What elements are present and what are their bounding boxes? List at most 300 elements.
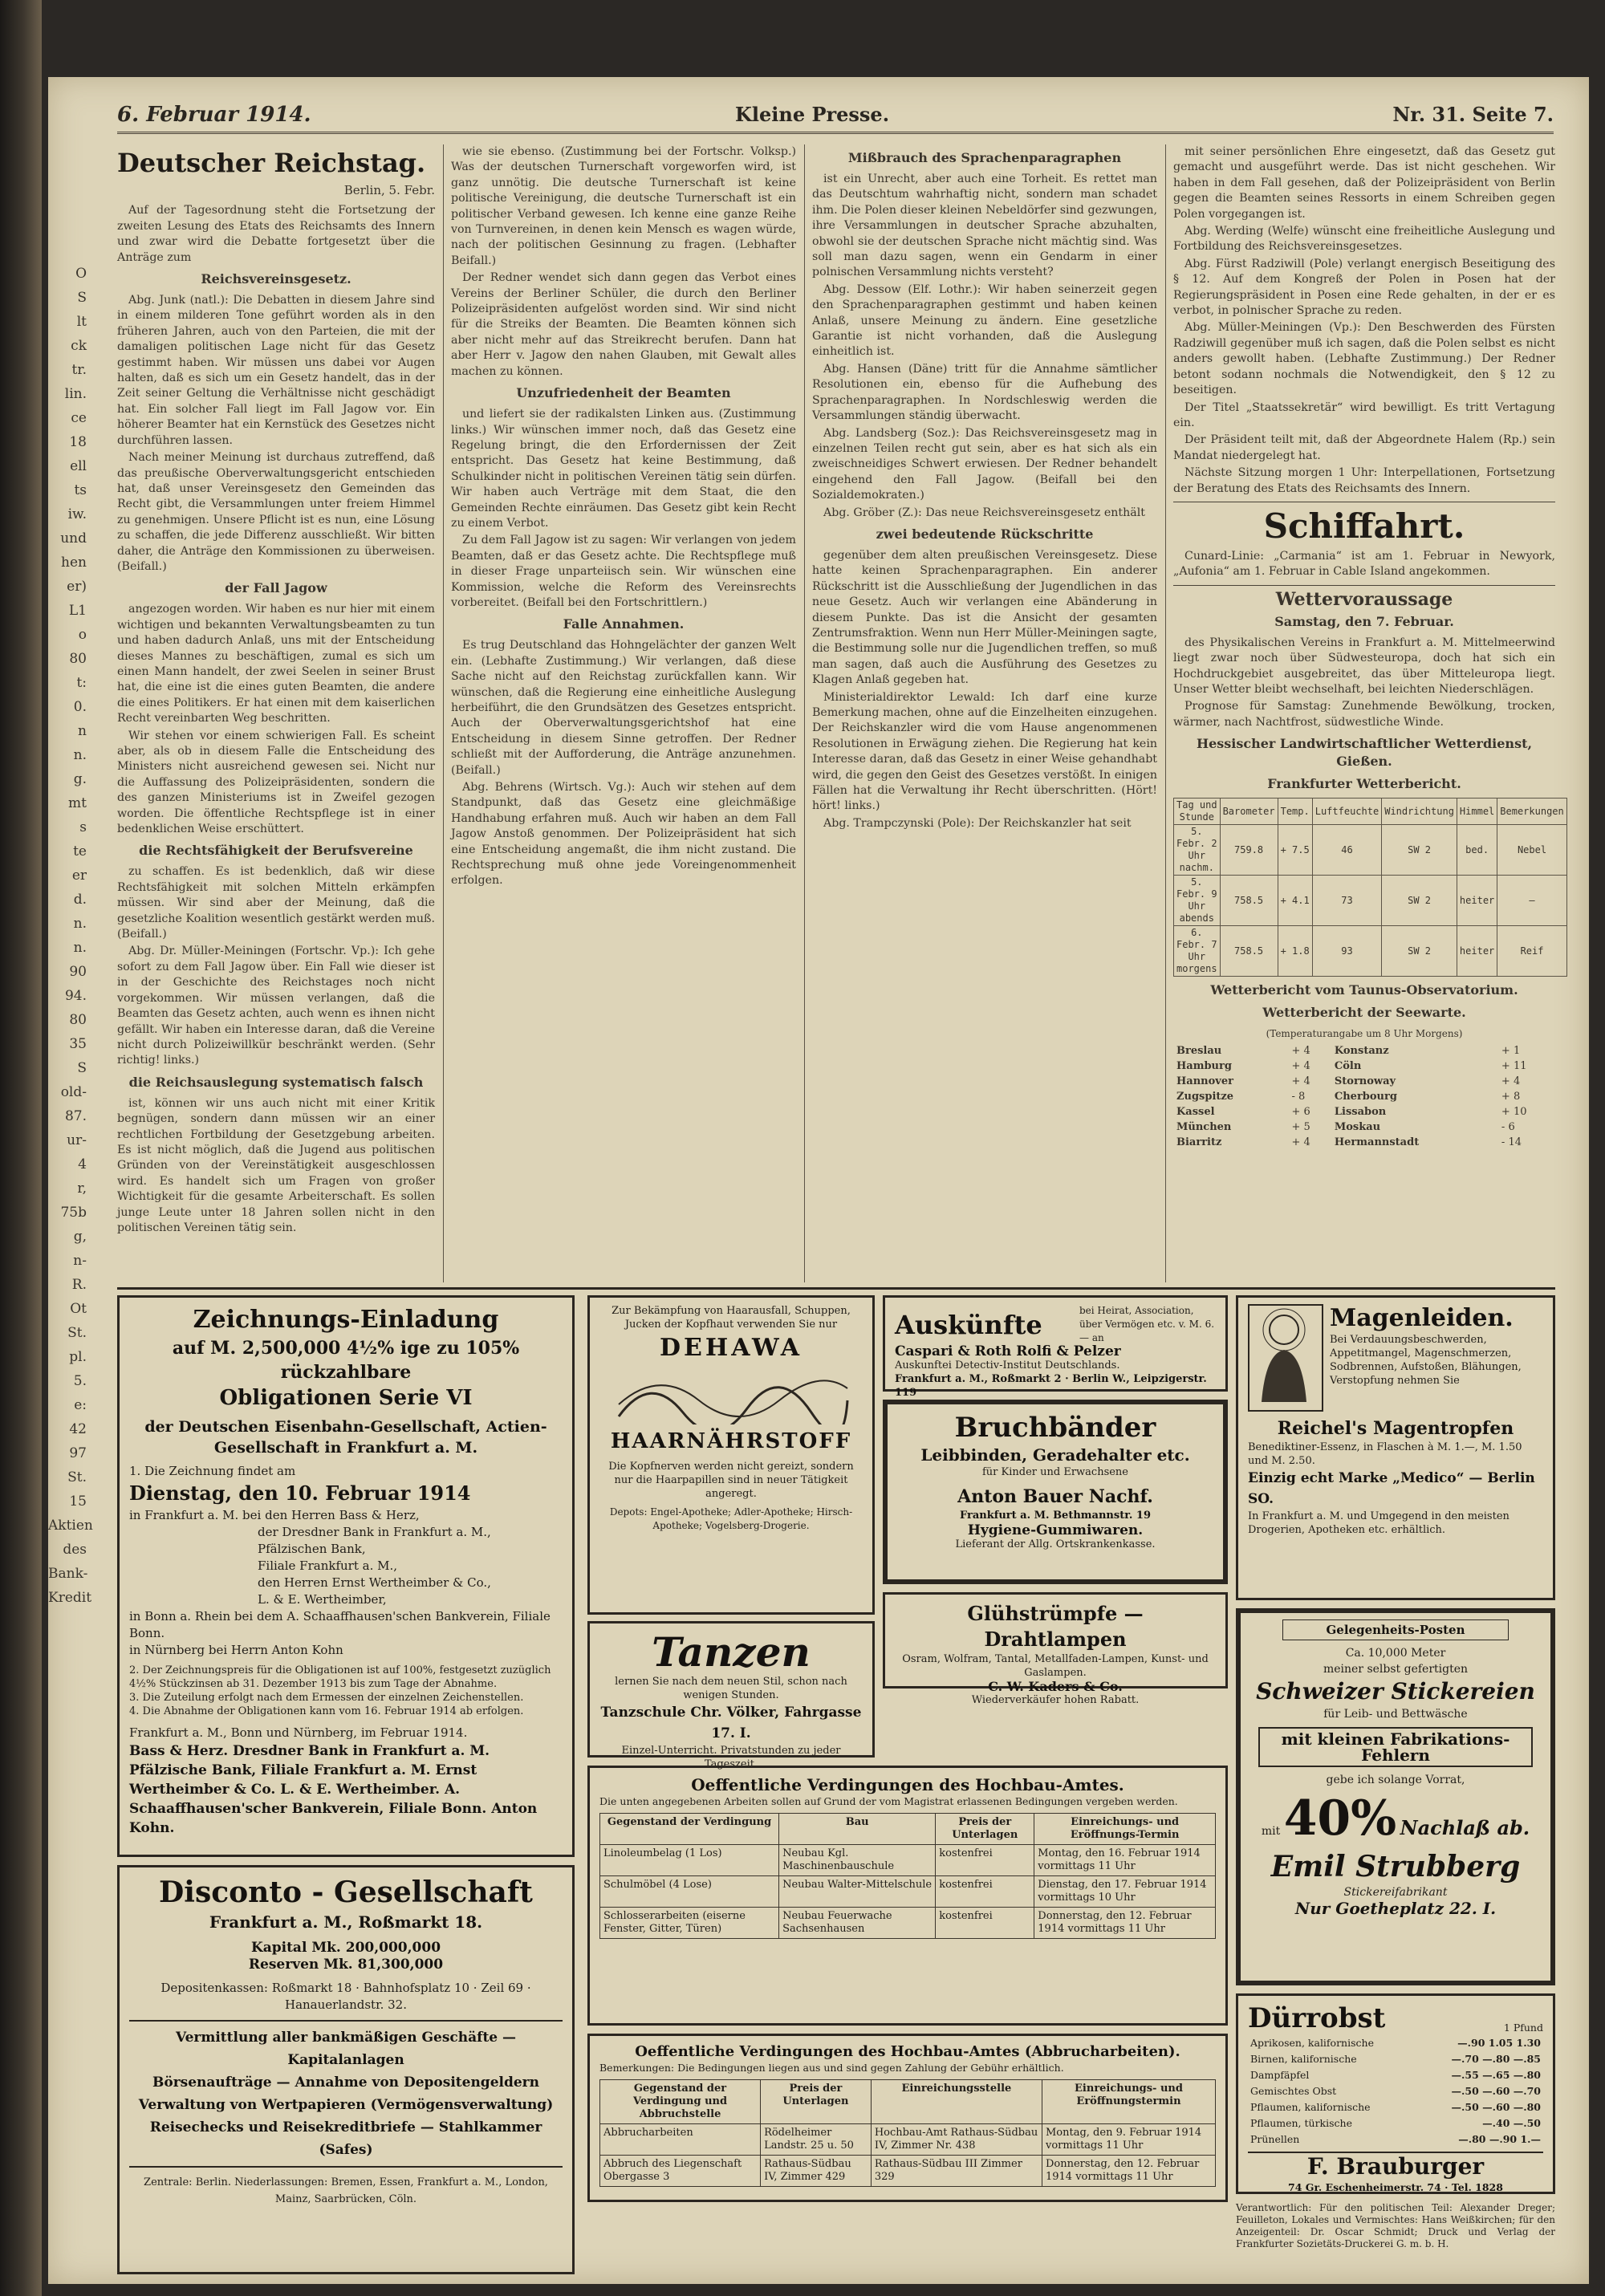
margin-fragment: 18	[69, 434, 87, 450]
margin-fragment: ce	[71, 410, 87, 426]
ad-title: Dürrobst	[1248, 2002, 1386, 2034]
city-temp: - 8	[1291, 1090, 1306, 1103]
column-rule	[804, 144, 805, 1282]
cut-margin-text	[48, 262, 93, 1786]
paragraph: Abg. Fürst Radziwill (Pole) verlangt energisch Beseitigung des § 12. Auf dem Kongreß der Polen in Posen hat der Regierungspräsident in Posen eine Rede gehalten, in der er es verbot, in polnischer Sprache zu reden.	[1173, 257, 1555, 318]
table-cell: SW 2	[1382, 825, 1457, 876]
ad-line: meiner selbst gefertigten	[1323, 1663, 1469, 1676]
table-header-cell: Einreichungsstelle	[871, 2080, 1042, 2124]
paragraph: Abg. Behrens (Wirtsch. Vg.): Auch wir stehen auf dem Standpunkt, daß das Gesetz eine gleichmäßige Handhabung erfahren muß. Auch wir haben an dem Fall Jagow Anstoß genommen. Der Polizeipräsident hat sich eine Entscheidung angemaßt, die ihm nicht zustand. Die Rechtsprechung muß ohne jede Voreingenommenheit erfolgen.	[451, 781, 796, 888]
city-temp: - 14	[1501, 1136, 1522, 1148]
ad-magenleiden	[1236, 1295, 1555, 1600]
paragraph: Abg. Hansen (Däne) tritt für die Annahme sämtlicher Resolutionen ein, ebenso für die Aufhebung des Sprachenparagraphen. In Nordschleswig werden die Versammlungen ständig überwacht.	[812, 362, 1157, 423]
product-name: Birnen, kalifornische	[1250, 2053, 1357, 2065]
city-row	[1175, 1075, 1554, 1088]
weather-heading: Wettervoraussage	[1275, 588, 1453, 610]
ad-title: Oeffentliche Verdingungen des Hochbau-Amtes (Abbrucharbeiten).	[635, 2043, 1180, 2060]
margin-fragment: tr.	[71, 362, 87, 378]
imprint: Verantwortlich: Für den politischen Teil: Alexander Dreger; Feuilleton, Lokales und Vermischtes: Hans Weißkirchen; für den Anzeigenteil: Dr. Oscar Schmidt; Druck und Verlag der Frankfurter Sozietäts-Druckerei G. m. b. H.	[1236, 2202, 1555, 2249]
price-row	[1249, 2068, 1542, 2083]
product-price: —.55 —.65 —.80	[1451, 2069, 1541, 2081]
term-entry: 2. Der Zeichnungspreis für die Obligationen ist auf 100%, festgesetzt zuzüglich 4½% Stückzinsen ab 31. Dezember 1913 bis zum Tage der Abnahme.	[129, 1664, 551, 1690]
column-4	[1173, 144, 1564, 1151]
table-row	[600, 1908, 1216, 1939]
product-price: —.70 —.80 —.85	[1451, 2053, 1541, 2065]
ad-line: Kapital Mk. 200,000,000	[250, 1940, 441, 1956]
paragraph: wie sie ebenso. (Zustimmung bei der Fortschr. Volksp.) Was der deutschen Turnerschaft vorgeworfen wird, ist ganz unnötig. Die deutsche Turnerschaft ist keine politische Vereinigung, die deutsche Turnerschaft ist ein politischer Verband gewesen. Ich kenne eine ganze Reihe von Turnvereinen, in denen kein Mensch es wagen würde, nach der politischen Gesinnung zu fragen. (Lebhafter Beifall.)	[451, 145, 796, 267]
issue-date: 6. Februar 1914.	[117, 103, 311, 127]
column-rule	[443, 144, 444, 1282]
margin-fragment: 94.	[64, 988, 87, 1004]
table-header-cell: Gegenstand der Verdingung und Abbruchstelle	[600, 2080, 761, 2124]
table-header-cell: Barometer	[1220, 799, 1278, 825]
margin-fragment: L1	[68, 603, 87, 619]
table-row	[600, 1876, 1216, 1908]
ad-line: lernen Sie nach dem neuen Stil, schon nach wenigen Stunden.	[615, 1676, 847, 1701]
price-row	[1249, 2132, 1542, 2147]
paragraph: ist, können wir uns auch nicht mit einer Kritik begnügen, sondern dann müssen wir an einer rechtlichen Fortbildung der Gesetzgebung arbeiten. Es ist nicht möglich, daß die Jugend aus politischen Gründen von der Vereinstätigkeit ausgeschlossen wird. Es handelt sich um Fragen von großer Wichtigkeit für die gesamte Arbeiterschaft. Es sollen junge Leute unter 18 Jahren sollen nicht in den politischen Vereinen tätig sein.	[117, 1096, 435, 1234]
paragraph: mit seiner persönlichen Ehre eingesetzt, daß das Gesetz gut gemacht und ausgeführt werde. Das ist nicht geschehen. Wir haben in dem Fall gesehen, daß der Polizeipräsident von Berlin gegen die Beamten seines Ressorts in einem Schreiben gegen Polen vorgegangen ist.	[1173, 145, 1555, 221]
table-cell: kostenfrei	[936, 1876, 1034, 1908]
paragraph: Nächste Sitzung morgen 1 Uhr: Interpellationen, Fortsetzung der Beratung des Etats des Reichsamts des Innern.	[1173, 466, 1555, 495]
city-temp: + 4	[1291, 1044, 1310, 1057]
ad-line: Depositenkassen: Roßmarkt 18 · Bahnhofsplatz 10 · Zeil 69 · Hanauerlandstr. 32.	[160, 1981, 531, 2012]
table-cell: 758.5	[1220, 876, 1278, 926]
ad-line: Nur Goetheplatz 22. I.	[1294, 1899, 1497, 1918]
margin-fragment: iw.	[67, 506, 87, 522]
ad-line: Anton Bauer Nachf.	[957, 1486, 1153, 1507]
subheading: zwei bedeutende Rückschritte	[876, 526, 1094, 542]
margin-fragment: s	[79, 819, 87, 835]
margin-fragment: pl.	[69, 1349, 87, 1365]
ad-disconto	[117, 1865, 575, 2274]
table-cell: Montag, den 9. Februar 1914 vormittags 11 Uhr	[1042, 2124, 1215, 2156]
margin-fragment: t:	[76, 675, 87, 691]
dehawa-hair-illustration	[599, 1368, 863, 1424]
subheading: Reichsvereinsgesetz.	[201, 271, 351, 287]
ad-line: Obligationen Serie VI	[219, 1386, 473, 1410]
city-name: Hannover	[1176, 1075, 1233, 1087]
ad-line: Lieferant der Allg. Ortskrankenkasse.	[955, 1538, 1156, 1550]
table-cell: Hochbau-Amt Rathaus-Südbau IV, Zimmer Nr. 438	[871, 2124, 1042, 2156]
ad-line: Gelegenheits-Posten	[1282, 1619, 1509, 1640]
discount-percent: 40%	[1283, 1790, 1397, 1847]
ad-line: mit	[1261, 1825, 1281, 1838]
bank-entry: in Nürnberg bei Herrn Anton Kohn	[129, 1643, 343, 1657]
city-row	[1175, 1090, 1554, 1103]
margin-fragment: 35	[69, 1036, 87, 1052]
ad-title: Tanzen	[652, 1628, 811, 1676]
table-cell: Schulmöbel (4 Lose)	[600, 1876, 779, 1908]
paragraph: Abg. Dessow (Elf. Lothr.): Wir haben seinerzeit gegen den Sprachenparagraphen gestimmt und haben keinen Anlaß, unsere Meinung zu ändern. Eine gesetzliche Garantie ist nicht vorhanden, daß die Auslegung einheitlich ist.	[812, 282, 1157, 359]
table-header-cell: Luftfeuchte	[1312, 799, 1381, 825]
ad-bond-subscription	[117, 1295, 575, 1857]
ad-title: Schweizer Stickereien	[1256, 1678, 1535, 1705]
city-temp: + 4	[1501, 1075, 1521, 1087]
ad-line: bei Heirat, Association, über Vermögen etc. v. M. 6.— an	[1079, 1305, 1215, 1343]
issue-number: Nr. 31. Seite 7.	[1392, 103, 1554, 126]
ad-line: Depots: Engel-Apotheke; Adler-Apotheke; Hirsch-Apotheke; Vogelsberg-Drogerie.	[609, 1506, 853, 1531]
city-row	[1175, 1059, 1554, 1073]
margin-fragment: o	[78, 627, 87, 643]
table-cell: 6. Febr. 7 Uhr morgens	[1174, 926, 1221, 977]
table-cell: Nebel	[1497, 825, 1566, 876]
ad-bruchbaender	[883, 1400, 1228, 1584]
ad-title: Zeichnungs-Einladung	[193, 1306, 499, 1334]
table-cell: —	[1497, 876, 1566, 926]
ad-line: Hygiene-Gummiwaren.	[967, 1522, 1144, 1538]
ad-line: gebe ich solange Vorrat,	[1326, 1774, 1465, 1786]
ad-product: HAARNÄHRSTOFF	[610, 1429, 852, 1453]
margin-fragment: n.	[73, 747, 87, 763]
term-entry: 4. Die Abnahme der Obligationen kann vom 16. Februar 1914 ab erfolgen.	[129, 1705, 524, 1717]
margin-fragment: 90	[69, 964, 87, 980]
monk-illustration	[1248, 1304, 1323, 1412]
paragraph: Abg. Werding (Welfe) wünscht eine freiheitliche Auslegung und Fortbildung des Reichsvereinsgesetzes.	[1173, 225, 1555, 254]
ad-line: Bemerkungen: Die Bedingungen liegen aus und sind gegen Zahlung der Gebühr erhältlich.	[599, 2062, 1064, 2074]
ad-line: Wiederverkäufer hohen Rabatt.	[971, 1694, 1140, 1706]
table-cell: Dienstag, den 17. Februar 1914 vormittags 10 Uhr	[1034, 1876, 1216, 1908]
margin-fragment: n-	[73, 1253, 87, 1269]
table-row	[1174, 926, 1567, 977]
city-row	[1175, 1044, 1554, 1058]
city-row	[1175, 1136, 1554, 1149]
ad-strubberg	[1236, 1608, 1555, 1985]
ad-line: Frankfurt a. M., Bonn und Nürnberg, im Februar 1914.	[129, 1725, 468, 1740]
table-cell: Rathaus-Südbau III Zimmer 329	[871, 2156, 1042, 2187]
service-entry: Verwaltung von Wertpapieren (Vermögensverwaltung)	[138, 2097, 554, 2113]
paragraph: des Physikalischen Vereins in Frankfurt a. M. Mittelmeerwind liegt zwar noch über Südwesteuropa, doch hat sich ein Hochdruckgebiet ausgebreitet, das über Mitteleuropa liegt. Unser Wetter bleibt wechselhaft, bei leichten Niederschlägen.	[1173, 636, 1555, 696]
divider	[1173, 585, 1555, 586]
margin-fragment: lt	[76, 314, 87, 330]
ad-line: Einzel-Unterricht. Privatstunden zu jeder Tageszeit.	[621, 1745, 841, 1770]
article-title: Deutscher Reichstag.	[117, 148, 426, 178]
margin-fragment: er	[71, 868, 87, 884]
paragraph: Der Redner wendet sich dann gegen das Verbot eines Vereins der Berliner Schüler, die durch den Berliner Polizeipräsidenten aufgelöst worden sind. Wir sind nicht für die Streiks der Beamten. Die Beamten können sich aber nicht mehr auf das Streikrecht berufen. Dann hat aber Herr v. Jagow den nahen Glauben, mit Gewalt alles machen zu können.	[451, 271, 796, 378]
margin-fragment: St.	[67, 1325, 87, 1341]
table-header-cell: Preis der Unterlagen	[936, 1814, 1034, 1845]
table-cell: Donnerstag, den 12. Februar 1914 vormittags 11 Uhr	[1034, 1908, 1216, 1939]
column-1	[117, 144, 435, 1237]
margin-fragment: n.	[73, 940, 87, 956]
ad-section-rule	[117, 1287, 1555, 1290]
price-row	[1249, 2116, 1542, 2131]
table-cell: heiter	[1457, 876, 1497, 926]
product-name: Dampfäpfel	[1250, 2069, 1310, 2081]
bank-entry: L. & E. Wertheimber,	[258, 1592, 387, 1607]
table-cell: heiter	[1457, 926, 1497, 977]
ad-line: Die unten angegebenen Arbeiten sollen auf Grund der vom Magistrat erlassenen Bedingungen vergeben werden.	[599, 1795, 1178, 1807]
ad-brand: DEHAWA	[659, 1334, 803, 1362]
city-name: Kassel	[1176, 1105, 1215, 1118]
ad-line: Stickereifabrikant	[1343, 1886, 1448, 1899]
city-temp: + 6	[1291, 1105, 1310, 1118]
subheading: die Reichsauslegung systematisch falsch	[128, 1074, 424, 1090]
margin-fragment: 80	[69, 651, 87, 667]
city-temp: + 4	[1291, 1136, 1310, 1148]
ad-date: Dienstag, den 10. Februar 1914	[129, 1481, 471, 1505]
ad-tender-2	[587, 2034, 1228, 2202]
shipping-heading: Schiffahrt.	[1263, 506, 1465, 546]
ad-title: Disconto - Gesellschaft	[159, 1875, 533, 1909]
margin-fragment: ur-	[67, 1132, 87, 1148]
ad-signers: Bass & Herz. Dresdner Bank in Frankfurt a. M. Pfälzische Bank, Filiale Frankfurt a. M. Ernst Wertheimber & Co. L. & E. Wertheimber. A. Schaaffhausen'scher Bankverein, Filiale Bonn. Anton Kohn.	[129, 1743, 538, 1836]
ad-name: Emil Strubberg	[1270, 1850, 1521, 1884]
paragraph: Abg. Junk (natl.): Die Debatten in diesem Jahre sind in einem milderen Tone geführt worden als in den früheren Jahren, auch von den Parteien, die mit der damaligen politischen Lage nicht für das Gesetz gestimmt haben. Wir müssen uns dabei vor Augen halten, daß es sich um ein Gesetz handelt, das in der Zeit seiner Geltung die Verhältnisse nicht geschädigt hat. Ein solcher Fall liegt im Fall Jagow vor. Ein höherer Beamter hat ein Kernstück des Gesetzes nicht durchführen lassen.	[117, 294, 435, 447]
bank-entry: in Bonn a. Rhein bei dem A. Schaaffhausen'schen Bankverein, Filiale Bonn.	[129, 1609, 551, 1640]
city-name: Konstanz	[1334, 1044, 1389, 1057]
city-temp: + 5	[1291, 1120, 1310, 1133]
bank-entry: Pfälzischen Bank,	[258, 1542, 366, 1556]
bank-entry: Filiale Frankfurt a. M.,	[258, 1558, 398, 1573]
table-row	[1174, 876, 1567, 926]
ad-line: Zur Bekämpfung von Haarausfall, Schuppen, Jucken der Kopfhaut verwenden Sie nur	[612, 1305, 851, 1331]
ad-title: Magenleiden.	[1330, 1304, 1514, 1332]
margin-fragment: S	[77, 290, 87, 306]
table-row	[600, 2156, 1216, 2187]
service-entry: Vermittlung aller bankmäßigen Geschäfte — Kapitalanlagen	[175, 2030, 517, 2068]
city-name: Hermannstadt	[1334, 1136, 1420, 1148]
table-row	[1174, 825, 1567, 876]
table-header-cell: Preis der Unterlagen	[761, 2080, 872, 2124]
paragraph: Wir stehen vor einem schwierigen Fall. Es scheint aber, als ob in diesem Falle die Entscheidung des Ministers nicht ausreichend gewesen sei. Nicht nur die Auffassung des Polizeipräsidenten, sondern die des ganzen Ministeriums ist in Zweifel gezogen worden. Die öffentliche Rechtspflege ist in einer bedenklichen Weise erschüttert.	[117, 729, 435, 836]
subheading: Falle Annahmen.	[563, 616, 685, 632]
ad-line: Ca. 10,000 Meter	[1345, 1647, 1446, 1660]
subheading: die Rechtsfähigkeit der Berufsvereine	[139, 843, 413, 859]
margin-fragment: ell	[70, 458, 87, 474]
margin-fragment: ck	[71, 338, 87, 354]
margin-fragment: er)	[67, 579, 87, 595]
margin-fragment: Ot	[70, 1301, 87, 1317]
city-row	[1175, 1105, 1554, 1119]
subheading: der Fall Jagow	[225, 580, 327, 596]
ad-line: Auskunftei Detectiv-Institut Deutschlands.	[895, 1359, 1120, 1372]
ad-line: Nachlaß ab.	[1400, 1816, 1530, 1839]
city-temp: + 1	[1501, 1044, 1521, 1057]
table-cell: Rathaus-Südbau IV, Zimmer 429	[761, 2156, 872, 2187]
table-header-cell: Bemerkungen	[1497, 799, 1566, 825]
table-row	[600, 1845, 1216, 1876]
ad-line: auf M. 2,500,000 4½% ige zu 105% rückzahlbare	[172, 1338, 520, 1383]
table-header-cell: Himmel	[1457, 799, 1497, 825]
table-cell: Neubau Kgl. Maschinenbauschule	[779, 1845, 936, 1876]
table-cell: 758.5	[1220, 926, 1278, 977]
bank-entry: den Herren Ernst Wertheimber & Co.,	[258, 1575, 491, 1590]
city-name: Cöln	[1334, 1059, 1362, 1072]
price-row	[1249, 2100, 1542, 2115]
ad-line: In Frankfurt a. M. und Umgegend in den meisten Drogerien, Apotheken etc. erhältlich.	[1248, 1510, 1510, 1536]
margin-fragment: r,	[77, 1181, 87, 1197]
margin-fragment: 75b	[60, 1205, 87, 1221]
paragraph: zu schaffen. Es ist bedenklich, daß wir diese Rechtsfähigkeit mit solchen Mitteln erkämpfen müssen. Wir sind aber der Meinung, daß die gesetzliche Koalition wesentlich gestärkt werden muß. (Beifall.)	[117, 865, 435, 941]
product-price: —.50 —.60 —.70	[1451, 2085, 1541, 2097]
ad-title: Auskünfte	[895, 1309, 1042, 1340]
table-cell: bed.	[1457, 825, 1497, 876]
price-row	[1249, 2036, 1542, 2050]
table-cell: + 1.8	[1278, 926, 1312, 977]
table-cell: + 7.5	[1278, 825, 1312, 876]
margin-fragment: e:	[74, 1397, 87, 1413]
bank-list	[129, 1507, 563, 1659]
subheading: Wetterbericht vom Taunus-Observatorium.	[1210, 982, 1518, 998]
product-name: Aprikosen, kalifornische	[1250, 2037, 1374, 2049]
city-temp: + 4	[1291, 1075, 1310, 1087]
city-name: Lissabon	[1334, 1105, 1387, 1118]
ad-line: für Kinder und Erwachsene	[982, 1466, 1128, 1478]
table-cell: 5. Febr. 9 Uhr abends	[1174, 876, 1221, 926]
paragraph: Ministerialdirektor Lewald: Ich darf eine kurze Bemerkung machen, ohne auf die Einzelheiten einzugehen. Der Reichskanzler wird die vom Hause angenommenen Resolutionen in Erwägung ziehen. Die Regierung hat kein Interesse daran, daß das Gesetz in einer Weise gehandhabt wird, die gegen den Geist des Gesetzes verstößt. In einigen Fällen hat die Verwaltung ihr Recht überschritten. (Hört! hört! links.)	[812, 690, 1157, 813]
city-name: Moskau	[1334, 1120, 1381, 1133]
price-list	[1248, 2034, 1543, 2148]
paragraph: Zu dem Fall Jagow ist zu sagen: Wir verlangen von jedem Beamten, daß er das Gesetz achte. Die Rechtspflege muß in dieser Frage unparteiisch sein. Wir wünschen eine Kommission, welche die Reform des Vereinsrechts vorbereitet. (Beifall bei den Fortschrittlern.)	[451, 534, 796, 609]
paragraph: Der Präsident teilt mit, daß der Abgeordnete Halem (Rp.) sein Mandat niedergelegt hat.	[1173, 433, 1555, 462]
paragraph: gegenüber dem alten preußischen Vereinsgesetz. Diese hatte keinen Sprachenparagraphen. Ein anderer Rückschritt ist die Ausschließung der Jugendlichen in das neue Gesetz. Auch wir verlangen eine Abänderung in diesem Punkte. Das ist die Ansicht der gesamten Zentrumsfraktion. Wenn nun Herr Müller-Meiningen sagte, die Bestimmung solle nur die Jugendlichen treffen, so muß man sagen, daß auch die Ausführung des Gesetzes zu Klagen Anlaß gegeben hat.	[812, 548, 1157, 687]
margin-fragment: hen	[61, 555, 87, 571]
column-2	[451, 144, 796, 891]
tender-table	[599, 1813, 1216, 1939]
table-cell: kostenfrei	[936, 1845, 1034, 1876]
city-temp: - 6	[1501, 1120, 1515, 1133]
margin-fragment: 87.	[64, 1108, 87, 1124]
subheading: Unzufriedenheit der Beamten	[516, 385, 731, 401]
ad-line: Die Kopfnerven werden nicht gereizt, sondern nur die Haarpapillen sind in neuer Tätigkeit angeregt.	[608, 1461, 854, 1500]
ad-line: 74 Gr. Eschenheimerstr. 74 · Tel. 1828	[1288, 2181, 1503, 2193]
ad-line: der Deutschen Eisenbahn-Gesellschaft, Actien-Gesellschaft in Frankfurt a. M.	[144, 1418, 547, 1457]
margin-fragment: Aktien	[48, 1518, 93, 1534]
service-entry: Reisechecks und Reisekreditbriefe — Stahlkammer (Safes)	[149, 2119, 542, 2158]
ad-line: Bei Verdauungsbeschwerden, Appetitmangel, Magenschmerzen, Sodbrennen, Aufstoßen, Blähungen, Verstopfung nehmen Sie	[1330, 1334, 1522, 1387]
margin-fragment: mt	[68, 795, 87, 811]
ad-firm: F. Brauburger	[1248, 2152, 1543, 2180]
city-temp: + 10	[1501, 1105, 1527, 1118]
margin-fragment: 0.	[73, 699, 87, 715]
table-header-cell: Einreichungs- und Eröffnungs-Termin	[1034, 1814, 1216, 1845]
city-name: Breslau	[1176, 1044, 1222, 1057]
ad-line: Osram, Wolfram, Tantal, Metallfaden-Lampen, Kunst- und Gaslampen.	[902, 1653, 1209, 1679]
paragraph: Abg. Landsberg (Soz.): Das Reichsvereinsgesetz mag in einzelnen Teilen recht gut sein, aber es hat sich als ein zweischneidiges Schwert erwiesen. Der Redner behandelt eingehend den Fall Jagow. (Beifall bei den Sozialdemokraten.)	[812, 426, 1157, 502]
product-price: —.50 —.60 —.80	[1451, 2101, 1541, 2113]
product-price: —.90 1.05 1.30	[1457, 2037, 1541, 2049]
table-cell: Reif	[1497, 926, 1566, 977]
price-row	[1249, 2052, 1542, 2066]
subheading: Wetterbericht der Seewarte.	[1262, 1005, 1466, 1021]
table-cell: Donnerstag, den 12. Februar 1914 vormittags 11 Uhr	[1042, 2156, 1215, 2187]
city-temperatures	[1173, 1042, 1555, 1151]
city-temp: + 4	[1291, 1059, 1310, 1072]
paragraph: Prognose für Samstag: Zunehmende Bewölkung, trocken, wärmer, nach Nachtfrost, südwestliche Winde.	[1173, 700, 1555, 729]
margin-fragment: 4	[78, 1156, 87, 1172]
ad-product: Reichel's Magentropfen	[1277, 1418, 1514, 1439]
city-temp: + 8	[1501, 1090, 1521, 1103]
product-name: Pflaumen, kalifornische	[1250, 2101, 1371, 2113]
city-name: Zugspitze	[1176, 1090, 1234, 1103]
ad-title: Oeffentliche Verdingungen des Hochbau-Amtes.	[691, 1775, 1124, 1794]
ad-auskunfte	[883, 1295, 1228, 1399]
margin-fragment: 80	[69, 1012, 87, 1028]
table-header-cell: Bau	[779, 1814, 936, 1845]
paragraph: Es trug Deutschland das Hohngelächter der ganzen Welt ein. (Lebhafte Zustimmung.) Wir verlangen, daß diese Sache nicht auf den Reichstag zurückfallen kann. Wir wünschen, daß die Regierung eine einheitliche Auslegung herbeiführt, die den Grundsätzen des Gesetzes entspricht. Auch der Oberverwaltungsgerichtshof hat eine Entscheidung in diesem Sinne getroffen. Der Redner schließt mit der Aufforderung, die Anträge anzunehmen. (Beifall.)	[451, 639, 796, 777]
paragraph: Der Titel „Staatssekretär“ wird bewilligt. Es tritt Vertagung ein.	[1173, 400, 1555, 429]
table-cell: Neubau Walter-Mittelschule	[779, 1876, 936, 1908]
city-name: Stornoway	[1334, 1075, 1396, 1087]
ad-duerrobst	[1236, 1993, 1555, 2194]
bank-entry: der Dresdner Bank in Frankfurt a. M.,	[258, 1525, 491, 1539]
table-cell: + 4.1	[1278, 876, 1312, 926]
ad-title: Glühstrümpfe — Drahtlampen	[967, 1602, 1144, 1651]
table-cell: 93	[1312, 926, 1381, 977]
margin-fragment: 97	[69, 1445, 87, 1461]
table-cell: kostenfrei	[936, 1908, 1034, 1939]
paragraph: Abg. Gröber (Z.): Das neue Reichsvereinsgesetz enthält	[823, 506, 1145, 519]
margin-fragment: O	[75, 266, 87, 282]
bank-entry: in Frankfurt a. M. bei den Herren Bass & Herz,	[129, 1508, 420, 1522]
column-rule	[1165, 144, 1166, 1282]
sea-note: (Temperaturangabe um 8 Uhr Morgens)	[1266, 1028, 1463, 1040]
service-list	[129, 2020, 563, 2168]
ad-title: Bruchbänder	[954, 1412, 1156, 1444]
city-name: Cherbourg	[1334, 1090, 1397, 1103]
table-cell: Neubau Feuerwache Sachsenhausen	[779, 1908, 936, 1939]
table-cell: Abbruch des Liegenschaft Obergasse 3	[600, 2156, 761, 2187]
ad-tender-1	[587, 1766, 1228, 2026]
margin-fragment: n.	[73, 916, 87, 932]
margin-fragment: St.	[67, 1469, 87, 1485]
paragraph: ist ein Unrecht, aber auch eine Torheit. Es rettet man das Deutschtum wahrhaftig nicht, sondern man schadet ihm. Die Polen dieser kleinen Nebeldörfer sind gezwungen, ihre Versammlungen in deutscher Sprache abzuhalten, obwohl sie der deutschen Sprache nicht mächtig sind. Was soll man dazu sagen, wenn ein Gendarm in einer polnischen Versammlung nichts versteht?	[812, 173, 1157, 279]
margin-fragment: R.	[71, 1277, 87, 1293]
margin-fragment: und	[60, 530, 87, 547]
city-name: Biarritz	[1176, 1136, 1222, 1148]
margin-fragment: 15	[69, 1493, 87, 1510]
margin-fragment: lin.	[64, 386, 87, 402]
city-row	[1175, 1120, 1554, 1134]
ad-line: für Leib- und Bettwäsche	[1323, 1708, 1468, 1721]
newspaper-page	[48, 77, 1589, 2284]
paragraph: Abg. Müller-Meiningen (Vp.): Den Beschwerden des Fürsten Radziwill gegenüber muß ich sagen, daß die Polen selbst es nicht anders gewollt haben. (Lebhafte Zustimmung.) Der Redner betont sodann nochmals die Notwendigkeit, den § 12 zu beseitigen.	[1173, 321, 1555, 397]
term-entry: 3. Die Zuteilung erfolgt nach dem Ermessen der einzelnen Zeichenstellen.	[129, 1692, 524, 1704]
table-cell: Abbrucharbeiten	[600, 2124, 761, 2156]
table-cell: 46	[1312, 825, 1381, 876]
margin-fragment: n	[78, 723, 87, 739]
subheading: Hessischer Landwirtschaftlicher Wetterdienst, Gießen.	[1196, 736, 1533, 770]
dateline: Berlin, 5. Febr.	[343, 183, 435, 197]
margin-fragment: ts	[74, 482, 87, 498]
table-header-cell: Gegenstand der Verdingung	[600, 1814, 779, 1845]
table-cell: Schlosserarbeiten (eiserne Fenster, Gitter, Türen)	[600, 1908, 779, 1939]
margin-fragment: des	[63, 1542, 87, 1558]
subheading: Frankfurter Wetterbericht.	[1267, 776, 1461, 792]
ad-line: Leibbinden, Geradehalter etc.	[920, 1445, 1190, 1465]
service-entry: Börsenaufträge — Annahme von Depositengeldern	[152, 2075, 539, 2091]
paper-name: Kleine Presse.	[735, 103, 890, 126]
product-price: —.80 —.90 1.—	[1458, 2133, 1541, 2145]
paragraph: Abg. Trampczynski (Pole): Der Reichskanzler hat seit	[823, 816, 1132, 830]
ad-line: Einzig echt Marke „Medico“ — Berlin SO.	[1248, 1470, 1535, 1507]
table-row	[600, 2124, 1216, 2156]
ad-dehawa	[587, 1295, 875, 1615]
tender-table	[599, 2079, 1216, 2187]
subheading: Mißbrauch des Sprachenparagraphen	[847, 150, 1122, 165]
ad-tanzen	[587, 1621, 875, 1770]
paragraph: Abg. Dr. Müller-Meiningen (Fortschr. Vp.): Ich gehe sofort zu dem Fall Jagow über. Ein Fall wie dieser ist in der Geschichte des Reichstages noch nicht vorgekommen. Wir müssen verlangen, daß die Beamten das Gesetz achten, auch wenn es ihnen nicht gefällt. Wir haben ein Interesse daran, daß die Vereine nicht durch Polizeiwillkür beschränkt werden. (Sehr richtig! links.)	[117, 945, 435, 1067]
ad-line: Zentrale: Berlin. Niederlassungen: Bremen, Essen, Frankfurt a. M., London, Mainz, Saarbrücken, Cöln.	[144, 2176, 548, 2205]
ad-line: 1. Die Zeichnung findet am	[129, 1464, 296, 1478]
product-price: —.40 —.50	[1482, 2117, 1541, 2129]
ad-line: Caspari & Roth Rolfi & Pelzer	[895, 1343, 1121, 1359]
ad-line: Frankfurt a. M., Roßmarkt 2 · Berlin W., Leipzigerstr. 119	[895, 1373, 1207, 1399]
ad-line: 1 Pfund	[1503, 2022, 1543, 2034]
ad-line: Frankfurt a. M., Roßmarkt 18.	[209, 1912, 483, 1932]
column-3	[812, 144, 1157, 833]
